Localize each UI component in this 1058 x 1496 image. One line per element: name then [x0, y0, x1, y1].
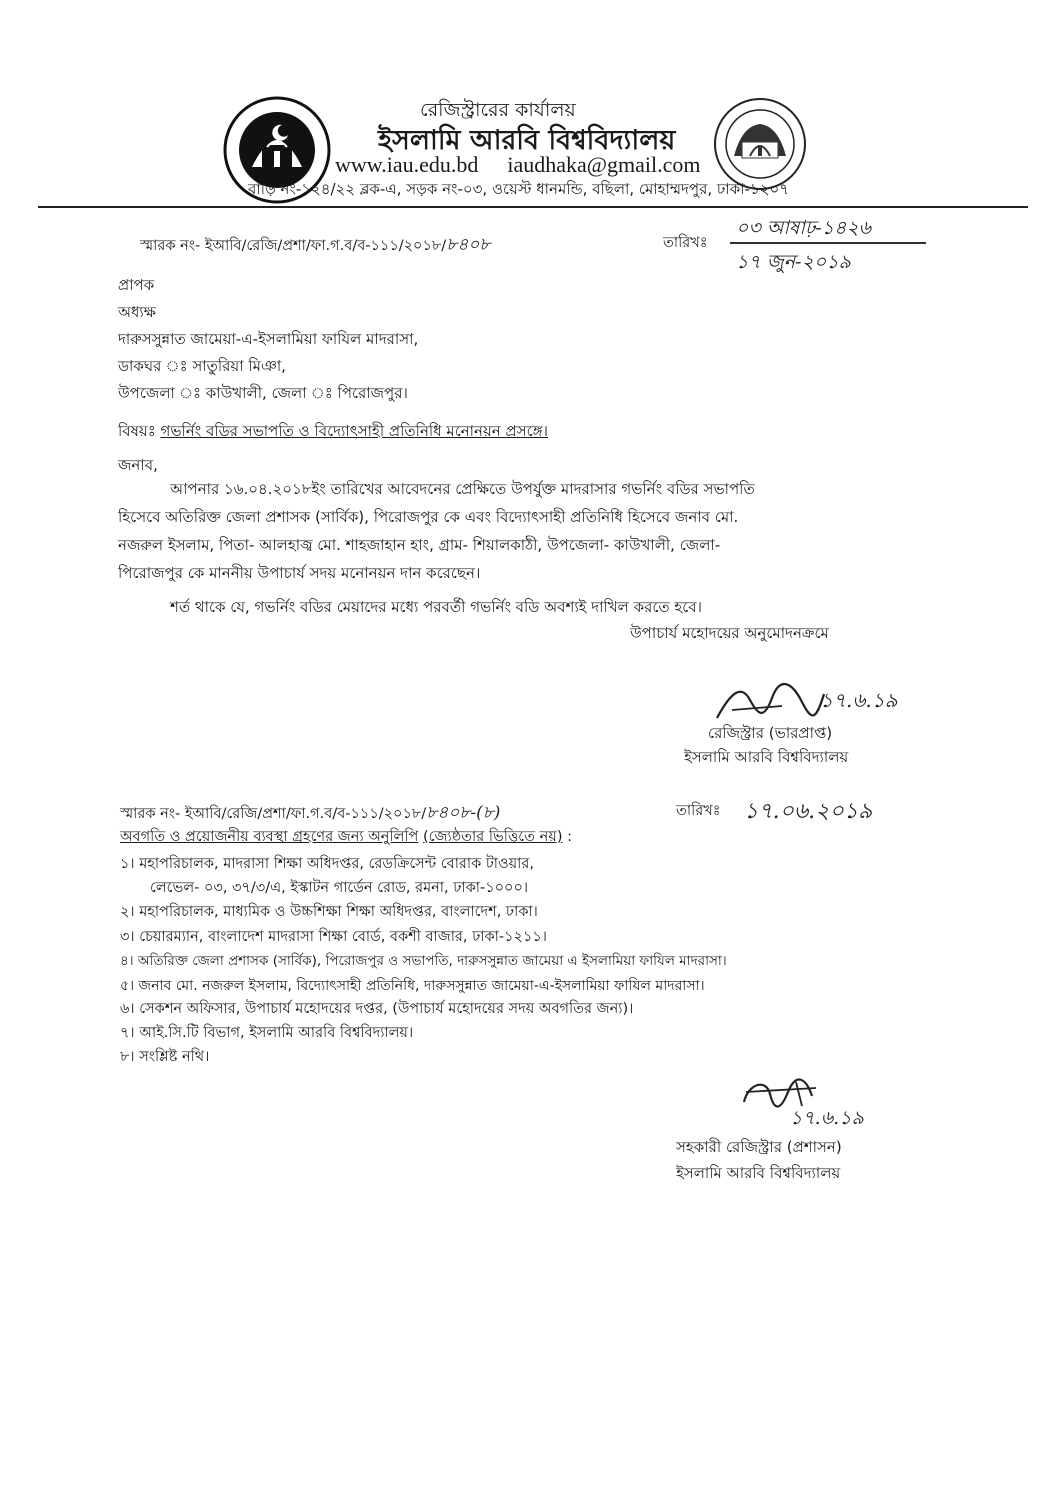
copy-heading-main: অবগতি ও প্রয়োজনীয় ব্যবস্থা গ্রহণের জন্য অনুলিপি [120, 829, 419, 845]
signature2-designation: সহকারী রেজিস্ট্রার (প্রশাসন) [676, 1138, 842, 1156]
memo-ref-label: স্মারক নং- ইআবি/রেজি/প্রশা/ফা.গ.ব/ব-১১১/২০১৮/ [140, 238, 447, 254]
paragraph1-line3: নজরুল ইসলাম, পিতা- আলহাজ্ব মো. শাহজাহান হাং, গ্রাম- শিয়ালকাঠী, উপজেলা- কাউখালী, জেলা- [118, 536, 721, 554]
paragraph1-line4: পিরোজপুর কে মাননীয় উপাচার্য সদয় মনোনয়ন দান করেছেন। [118, 564, 481, 582]
recipient-line2: ডাকঘর ঃ সাতুরিয়া মিঞা, [118, 357, 286, 375]
copy-item: ৭। আই.সি.টি বিভাগ, ইসলামি আরবি বিশ্ববিদ্যালয়। [120, 1025, 414, 1041]
date-divider [730, 242, 926, 244]
university-name: ইসলামি আরবি বিশ্ববিদ্যালয় [378, 125, 676, 156]
subject-text: গভর্নিং বডির সভাপতি ও বিদ্যোৎসাহী প্রতিনিধি মনোনয়ন প্রসঙ্গে। [160, 422, 548, 440]
copy-item: ১। মহাপরিচালক, মাদরাসা শিক্ষা অধিদপ্তর, রেডক্রিসেন্ট বোরাক টাওয়ার, [120, 856, 534, 872]
signature1-designation: রেজিস্ট্রার (ভারপ্রাপ্ত) [708, 724, 833, 742]
paragraph1-line1: আপনার ১৬.০৪.২০১৮ইং তারিখের আবেদনের প্রেক্ষিতে উপর্যুক্ত মাদরাসার গভর্নিং বডির সভাপতি [170, 480, 755, 498]
signature2-org: ইসলামি আরবি বিশ্ববিদ্যালয় [676, 1164, 841, 1182]
university-address: বাড়ি নং-১২৪/২২ ব্লক-এ, সড়ক নং-০৩, ওয়েস্ট ধানমন্ডি, বছিলা, মোহাম্মদপুর, ঢাকা-১২০৭ [248, 180, 789, 198]
contact-line [335, 152, 701, 178]
copy-item: ৮। সংশ্লিষ্ট নথি। [120, 1049, 210, 1065]
header-divider [38, 206, 1028, 208]
memo-reference [140, 232, 490, 260]
office-name: রেজিস্ট্রারের কার্যালয় [420, 99, 576, 121]
email-link[interactable]: iaudhaka@gmail.com [507, 152, 701, 177]
recipient-title: অধ্যক্ষ [118, 303, 156, 321]
approval-line: উপাচার্য মহোদয়ের অনুমোদনক্রমে [630, 624, 829, 642]
copy-item: ২। মহাপরিচালক, মাধ্যমিক ও উচ্চশিক্ষা শিক্ষা অধিদপ্তর, বাংলাদেশ, ঢাকা। [120, 904, 538, 920]
website-link[interactable]: www.iau.edu.bd [335, 152, 479, 177]
signature2-date-hw: ১৭.৬.১৯ [790, 1107, 864, 1129]
memo-date-label: তারিখঃ [663, 235, 708, 251]
memo-date-english-hw: ১৭ জুন-২০১৯ [736, 251, 851, 273]
memo2-ref-label: স্মারক নং- ইআবি/রেজি/প্রশা/ফা.গ.ব/ব-১১১/২০১৮/ [120, 806, 427, 822]
signature1-date-hw: ১৭.৬.১৯ [820, 688, 898, 712]
copy-item: ৬। সেকশন অফিসার, উপাচার্য মহোদয়ের দপ্তর, (উপাচার্য মহোদয়ের সদয় অবগতির জন্য)। [120, 1001, 634, 1017]
recipient-line3: উপজেলা ঃ কাউখালী, জেলা ঃ পিরোজপুর। [118, 384, 408, 402]
copy-heading-note: (জ্যেষ্ঠতার ভিত্তিতে নয়) [423, 829, 563, 845]
memo2-reference [120, 800, 500, 828]
memo2-date-label: তারিখঃ [676, 803, 721, 819]
copy-item: লেভেল- ০৩, ৩৭/৩/এ, ইস্কাটন গার্ডেন রোড, রমনা, ঢাকা-১০০০। [150, 880, 529, 896]
salutation: জনাব, [118, 456, 158, 474]
memo2-ref-handwritten: ৮৪০৮-(৮) [426, 803, 501, 823]
subject-line [118, 418, 548, 445]
recipient-to: প্রাপক [118, 276, 155, 294]
signature1-org: ইসলামি আরবি বিশ্ববিদ্যালয় [684, 748, 849, 766]
copy-heading [120, 826, 572, 850]
recipient-line1: দারুসসুন্নাত জামেয়া-এ-ইসলামিয়া ফাযিল মাদরাসা, [118, 330, 419, 348]
copy-heading-colon: : [567, 829, 572, 845]
memo-date-bangla-hw: ০৩ আষাঢ়-১৪২৬ [736, 217, 872, 239]
subject-label: বিষয়ঃ [118, 422, 156, 440]
memo-ref-handwritten: ৮৪০৮ [446, 235, 491, 255]
memo2-date-hw: ১৭.০৬.২০১৯ [744, 799, 873, 824]
copy-item: ৫। জনাব মো. নজরুল ইসলাম, বিদ্যোৎসাহী প্রতিনিধি, দারুসসুন্নাত জামেয়া-এ-ইসলামিয়া ফাযিল মাদরাসা। [120, 978, 705, 994]
paragraph1-line2: হিসেবে অতিরিক্ত জেলা প্রশাসক (সার্বিক), পিরোজপুর কে এবং বিদ্যোৎসাহী প্রতিনিধি হিসেবে জনাব মো. [118, 508, 739, 526]
copy-item: ৪। অতিরিক্ত জেলা প্রশাসক (সার্বিক), পিরোজপুর ও সভাপতি, দারুসসুন্নাত জামেয়া এ ইসলামিয়া ফাযিল মাদরাসা। [120, 953, 727, 969]
copy-item: ৩। চেয়ারম্যান, বাংলাদেশ মাদরাসা শিক্ষা বোর্ড, বকশী বাজার, ঢাকা-১২১১। [120, 929, 547, 945]
paragraph2: শর্ত থাকে যে, গভর্নিং বডির মেয়াদের মধ্যে পরবর্তী গভর্নিং বডি অবশ্যই দাখিল করতে হবে। [170, 598, 702, 616]
